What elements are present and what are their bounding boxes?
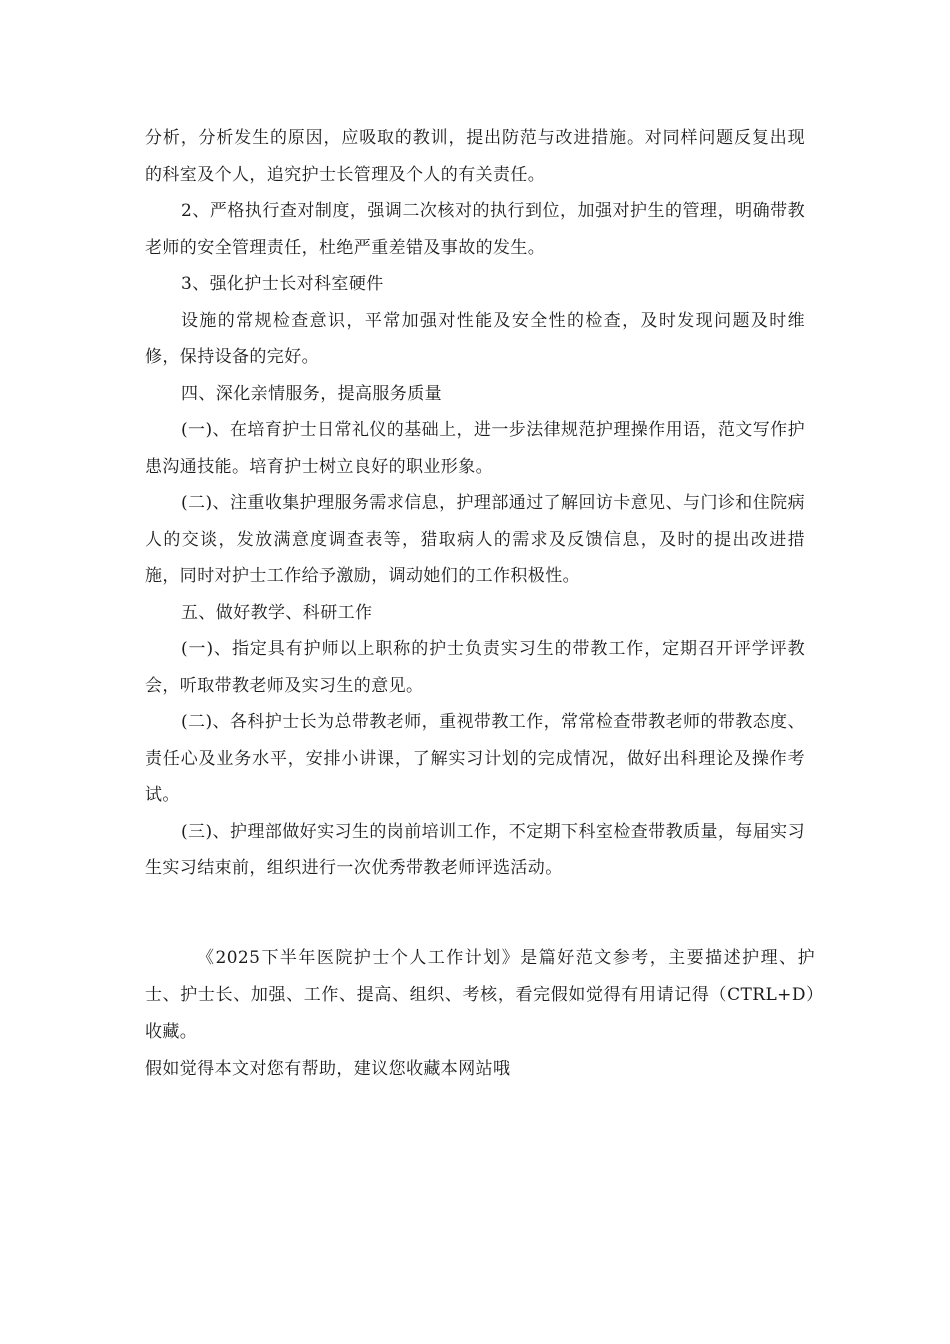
paragraph-4: 设施的常规检查意识，平常加强对性能及安全性的检查，及时发现问题及时维修，保持设备的完好。 [145,310,805,367]
paragraph-1: 分析，分析发生的原因，应吸取的教训，提出防范与改进措施。对同样问题反复出现的科室及个人，追究护士长管理及个人的有关责任。 [145,128,805,185]
section-heading-4: 四、深化亲情服务，提高服务质量 [181,383,442,404]
document-footer [145,940,815,1105]
paragraph-11: (三)、护理部做好实习生的岗前培训工作，不定期下科室检查带教质量，每届实习生实习结束前，组织进行一次优秀带教老师评选活动。 [145,821,805,878]
summary-text: 《2025下半年医院护士个人工作计划》是篇好范文参考，主要描述护理、护士、护士长、加强、工作、提高、组织、考核，看完假如觉得有用请记得（CTRL+D）收藏。 [145,948,815,1042]
bookmark-tip: 假如觉得本文对您有帮助，建议您收藏本网站哦 [145,1059,511,1079]
section-heading-5: 五、做好教学、科研工作 [181,602,373,623]
paragraph-10: (二)、各科护士长为总带教老师，重视带教工作，常常检查带教老师的带教态度、责任心及业务水平，安排小讲课，了解实习计划的完成情况，做好出科理论及操作考试。 [145,712,805,805]
paragraph-3: 3、强化护士长对科室硬件 [181,274,384,294]
paragraph-2: 2、严格执行查对制度，强调二次核对的执行到位，加强对护生的管理，明确带教老师的安全管理责任，杜绝严重差错及事故的发生。 [145,201,805,258]
paragraph-6: (一)、在培育护士日常礼仪的基础上，进一步法律规范护理操作用语，范文写作护患沟通技能。培育护士树立良好的职业形象。 [145,420,805,477]
paragraph-9: (一)、指定具有护师以上职称的护士负责实习生的带教工作，定期召开评学评教会，听取带教老师及实习生的意见。 [145,639,805,696]
paragraph-7: (二)、注重收集护理服务需求信息，护理部通过了解回访卡意见、与门诊和住院病人的交谈，发放满意度调查表等，猎取病人的需求及反馈信息，及时的提出改进措施，同时对护士工作给予激励，调动她们的工作积极性。 [145,493,805,586]
document-body [145,120,805,887]
